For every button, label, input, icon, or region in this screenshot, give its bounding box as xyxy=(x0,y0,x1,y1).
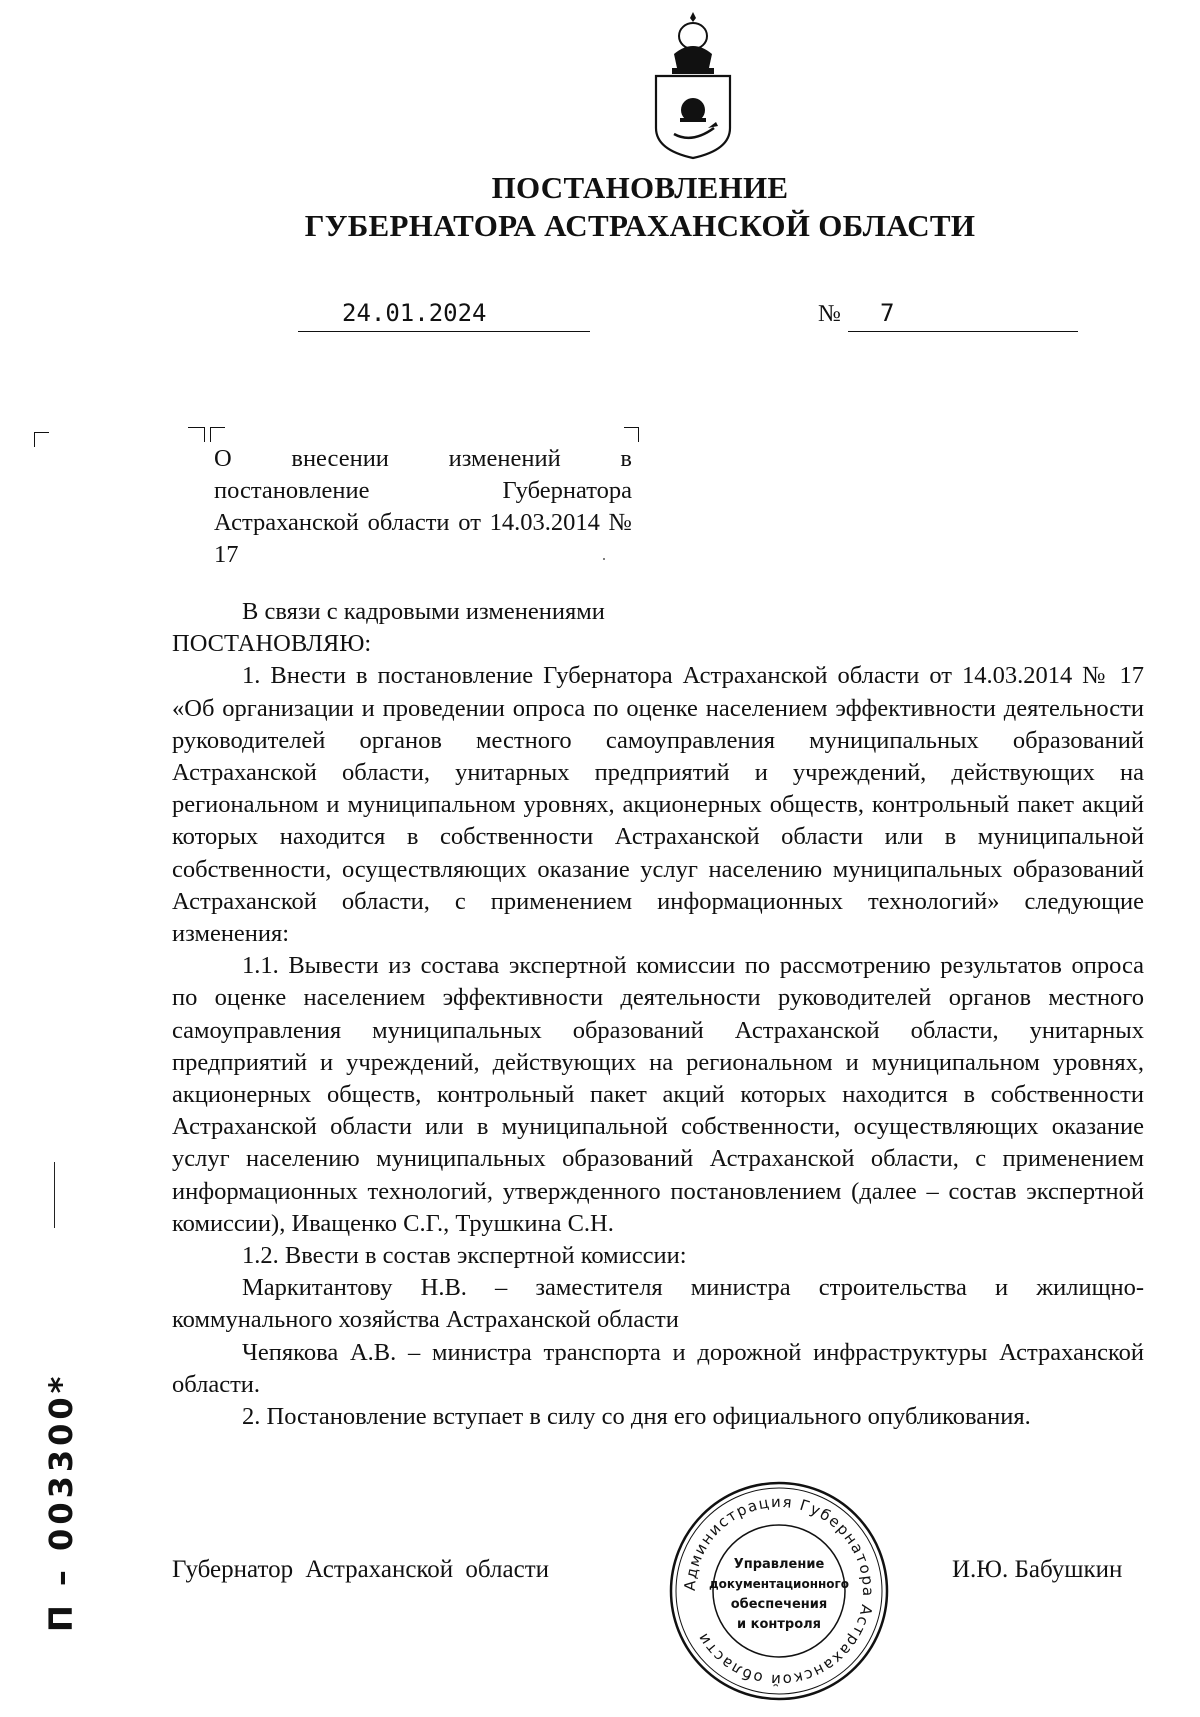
seal-line-2: документационного xyxy=(708,1577,850,1591)
clause-1-2-member-a: Маркитантову Н.В. – заместителя министра строительства и жилищно-коммунального хозяйства Астраханской области xyxy=(172,1274,1144,1334)
margin-corner-mark xyxy=(34,432,49,447)
subject-corner-mark xyxy=(624,427,639,442)
document-date: 24.01.2024 xyxy=(342,299,487,327)
official-seal xyxy=(668,1480,890,1702)
seal-line-4: и контроля xyxy=(736,1617,822,1632)
signatory-name: И.Ю. Бабушкин xyxy=(952,1556,1123,1583)
document-title: ПОСТАНОВЛЕНИЕ xyxy=(491,170,789,205)
signatory-position: Губернатор Астраханской области xyxy=(172,1556,550,1583)
coat-of-arms-emblem xyxy=(652,10,734,160)
preamble: В связи с кадровыми изменениями xyxy=(242,598,605,625)
scan-speck xyxy=(603,558,605,560)
number-sign: № xyxy=(818,301,841,327)
seal-line-1: Управление xyxy=(733,1557,825,1572)
clause-1-2: 1.2. Ввести в состав экспертной комиссии: xyxy=(242,1242,687,1270)
document-body xyxy=(172,596,1144,1433)
subject-corner-mark xyxy=(210,427,225,442)
document-number: 7 xyxy=(880,299,895,327)
clause-2: 2. Постановление вступает в силу со дня его официального опубликования. xyxy=(242,1403,1031,1431)
document-subject: О внесении изменений в постановление Губернатора Астраханской области от 14.03.2014 № 17 xyxy=(214,445,632,568)
clause-1-1: 1.1. Вывести из состава экспертной комиссии по рассмотрению результатов опроса по оценке населением эффективности деятельности руководителей органов местного самоуправления муниципальных образований Астраханской области, унитарных предприятий и учреждений, действующих на региональном и муниципальном уровнях, акционерных обществ, контрольный пакет акций которых находится в собственности Астраханской области или в муниципальной собственности, осуществляющих оказание услуг населению муниципальных образований Астраханской области, с применением информационных технологий, утвержденного постановлением (далее – состав экспертной комиссии), Иващенко С.Г., Трушкина С.Н. xyxy=(172,952,1144,1237)
document-issuer: ГУБЕРНАТОРА АСТРАХАНСКОЙ ОБЛАСТИ xyxy=(304,208,976,243)
margin-mark xyxy=(54,1162,55,1228)
number-underline xyxy=(848,331,1078,332)
seal-outer-text: Администрация Губернатора Астраханской области xyxy=(680,1492,878,1690)
decree-word: ПОСТАНОВЛЯЮ: xyxy=(172,630,372,658)
registration-code: П – 003300* xyxy=(42,1372,80,1632)
svg-text:Администрация Губернатора Астр xyxy=(681,1493,877,1689)
date-underline xyxy=(298,331,590,332)
clause-1-2-member-b: Чепякова А.В. – министра транспорта и дорожной инфраструктуры Астраханской области. xyxy=(172,1338,1144,1398)
seal-line-3: обеспечения xyxy=(730,1597,828,1612)
subject-corner-mark xyxy=(188,427,205,442)
clause-1: 1. Внести в постановление Губернатора Астраханской области от 14.03.2014 № 17 «Об организации и проведении опроса по оценке населением эффективности деятельности руководителей органов местного самоуправления муниципальных образований Астраханской области, унитарных предприятий и учреждений, действующих на региональном и муниципальном уровнях, акционерных обществ, контрольный пакет акций которых находится в собственности Астраханской области или в муниципальной собственности, осуществляющих оказание услуг населению муниципальных образований Астраханской области, с применением информационных технологий» следующие изменения: xyxy=(172,662,1144,948)
